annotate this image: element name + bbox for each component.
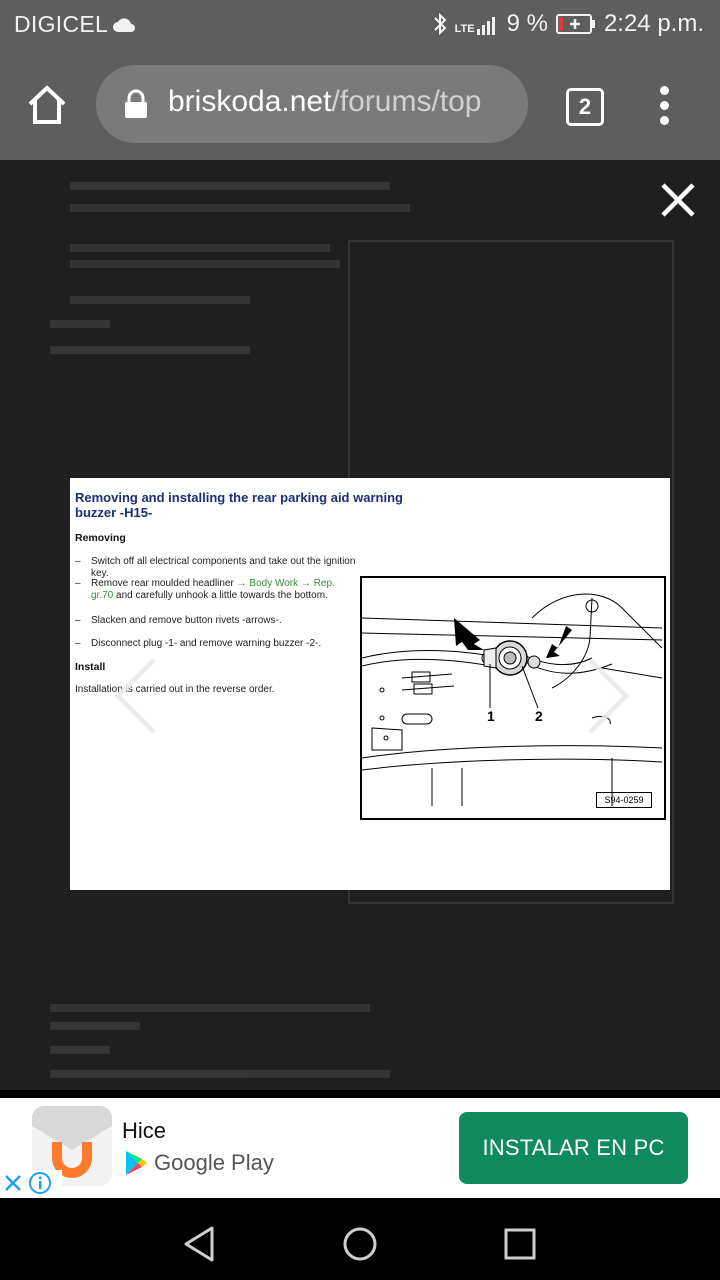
- figure-code: S94-0259: [596, 792, 652, 808]
- previous-image-icon[interactable]: [110, 656, 160, 736]
- ad-close-icon[interactable]: [2, 1172, 24, 1194]
- image-viewer: [70, 478, 670, 890]
- step-text-post: and carefully unhook a little towards the bottom.: [113, 590, 328, 601]
- figure-label-1: 1: [487, 708, 495, 724]
- back-icon[interactable]: [180, 1224, 220, 1264]
- home-icon[interactable]: [22, 80, 72, 130]
- ad-info-icon[interactable]: [28, 1171, 52, 1195]
- step-text: Switch off all electrical components and take out the ignition key.: [91, 556, 356, 579]
- install-text: Installation is carried out in the reverse order.: [75, 684, 275, 695]
- ad-controls: [2, 1170, 62, 1196]
- step-text: Slacken and remove button rivets -arrows-.: [91, 615, 282, 626]
- signal-icon: [477, 13, 499, 35]
- step-text: [91, 578, 359, 602]
- step-dash: –: [75, 578, 81, 589]
- overflow-menu-icon[interactable]: [652, 86, 676, 126]
- body-work-link[interactable]: → Body Work → Rep. gr.70: [91, 578, 335, 601]
- browser-toolbar: [0, 50, 720, 160]
- figure-label-2: 2: [535, 708, 543, 724]
- step-text-pre: Remove rear moulded headliner: [91, 578, 237, 589]
- status-bar: [0, 0, 720, 50]
- status-right: [433, 10, 704, 38]
- install-heading: Install: [75, 661, 106, 673]
- system-nav-bar: [0, 1208, 720, 1280]
- tab-switcher-button[interactable]: 2: [566, 88, 604, 126]
- address-bar[interactable]: [96, 65, 528, 143]
- network-type: LTE: [454, 23, 475, 35]
- page-content: [0, 160, 720, 1090]
- close-icon[interactable]: [658, 180, 698, 220]
- url-text: [168, 85, 482, 119]
- recents-icon[interactable]: [500, 1224, 540, 1264]
- cloud-icon: [112, 17, 136, 33]
- url-path: /forums/top: [331, 85, 482, 118]
- home-circle-icon[interactable]: [340, 1224, 380, 1264]
- lock-icon: [122, 89, 150, 119]
- step-dash: –: [75, 556, 81, 567]
- ad-store: [124, 1150, 274, 1176]
- ad-title: Hice: [122, 1118, 167, 1143]
- step-text: Disconnect plug -1- and remove warning buzzer -2-.: [91, 638, 322, 649]
- url-domain: briskoda.net: [168, 85, 332, 118]
- step-dash: –: [75, 638, 81, 649]
- clock: 2:24 p.m.: [603, 10, 704, 37]
- removing-heading: Removing: [75, 532, 126, 544]
- bluetooth-icon: [433, 12, 447, 36]
- ad-store-name: Google Play: [154, 1150, 274, 1175]
- next-image-icon[interactable]: [584, 656, 634, 736]
- carrier-name: DIGICEL: [14, 11, 109, 37]
- ad-banner[interactable]: [0, 1098, 720, 1198]
- install-button[interactable]: INSTALAR EN PC: [459, 1112, 688, 1184]
- step-2: [75, 578, 355, 604]
- battery-charging-icon: [556, 13, 596, 35]
- step-dash: –: [75, 615, 81, 626]
- battery-percent: 9 %: [506, 10, 548, 37]
- status-left: [14, 11, 136, 38]
- document-title: Removing and installing the rear parking aid warning buzzer -H15-: [75, 490, 403, 520]
- google-play-icon: [124, 1150, 148, 1176]
